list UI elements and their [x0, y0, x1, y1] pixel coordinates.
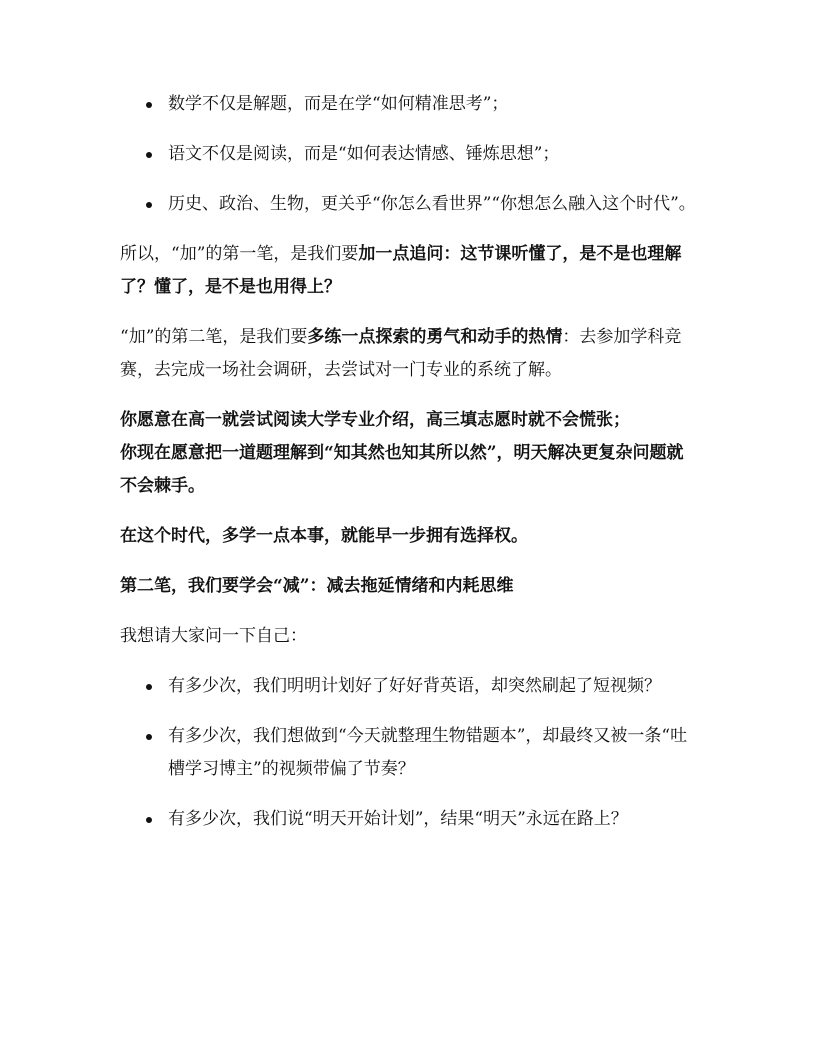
section-heading-subtract: 第二笔，我们要学会“减”：减去拖延情绪和内耗思维 — [120, 576, 514, 596]
document-page — [120, 88, 696, 853]
paragraph-era: 在这个时代，多学一点本事，就能早一步拥有选择权。 — [120, 526, 528, 546]
paragraph-text: ：去参加学科竞赛，去完成一场社会调研，去尝试对一门专业的系统了解。 — [120, 327, 682, 380]
list-item — [120, 188, 696, 221]
list-item-text: 有多少次，我们明明计划好了好好背英语，却突然刷起了短视频？ — [168, 676, 661, 696]
paragraph-line: 你现在愿意把一道题理解到“知其然也知其所以然”，明天解决更复杂问题就不会棘手。 — [120, 443, 684, 496]
list-item-text: 数学不仅是解题，而是在学“如何精准思考”； — [168, 94, 509, 114]
bullet-list-subjects — [120, 88, 696, 221]
paragraph-ask: 我想请大家问一下自己： — [120, 626, 307, 646]
list-item-text: 语文不仅是阅读，而是“如何表达情感、锤炼思想”； — [168, 144, 560, 164]
paragraph-willing — [120, 404, 696, 503]
paragraph-second-stroke — [120, 321, 696, 387]
bullet-list-questions — [120, 670, 696, 836]
paragraph-line: 你愿意在高一就尝试阅读大学专业介绍，高三填志愿时就不会慌张； — [120, 410, 630, 430]
paragraph-text: 所以，“加”的第一笔，是我们要 — [120, 244, 359, 264]
bullet-icon — [146, 684, 152, 690]
bullet-icon — [146, 102, 152, 108]
list-item — [120, 88, 696, 121]
paragraph-first-stroke — [120, 238, 696, 304]
list-item-text: 历史、政治、生物，更关乎“你怎么看世界”“你想怎么融入这个时代”。 — [168, 194, 696, 214]
bullet-icon — [146, 202, 152, 208]
paragraph-emphasis: 多练一点探索的勇气和动手的热情 — [307, 327, 563, 347]
list-item — [120, 720, 696, 786]
list-item — [120, 138, 696, 171]
bullet-icon — [146, 817, 152, 823]
list-item — [120, 670, 696, 703]
paragraph-text: “加”的第二笔，是我们要 — [120, 327, 308, 347]
bullet-icon — [146, 152, 152, 158]
list-item-text: 有多少次，我们想做到“今天就整理生物错题本”，却最终又被一条“吐槽学习博主”的视频带偏了节奏？ — [168, 726, 688, 779]
list-item-text: 有多少次，我们说“明天开始计划”，结果“明天”永远在路上？ — [168, 809, 628, 829]
list-item — [120, 803, 696, 836]
paragraph-emphasis: 加一点追问：这节课听懂了，是不是也理解了？懂了，是不是也用得上？ — [120, 244, 682, 297]
bullet-icon — [146, 734, 152, 740]
